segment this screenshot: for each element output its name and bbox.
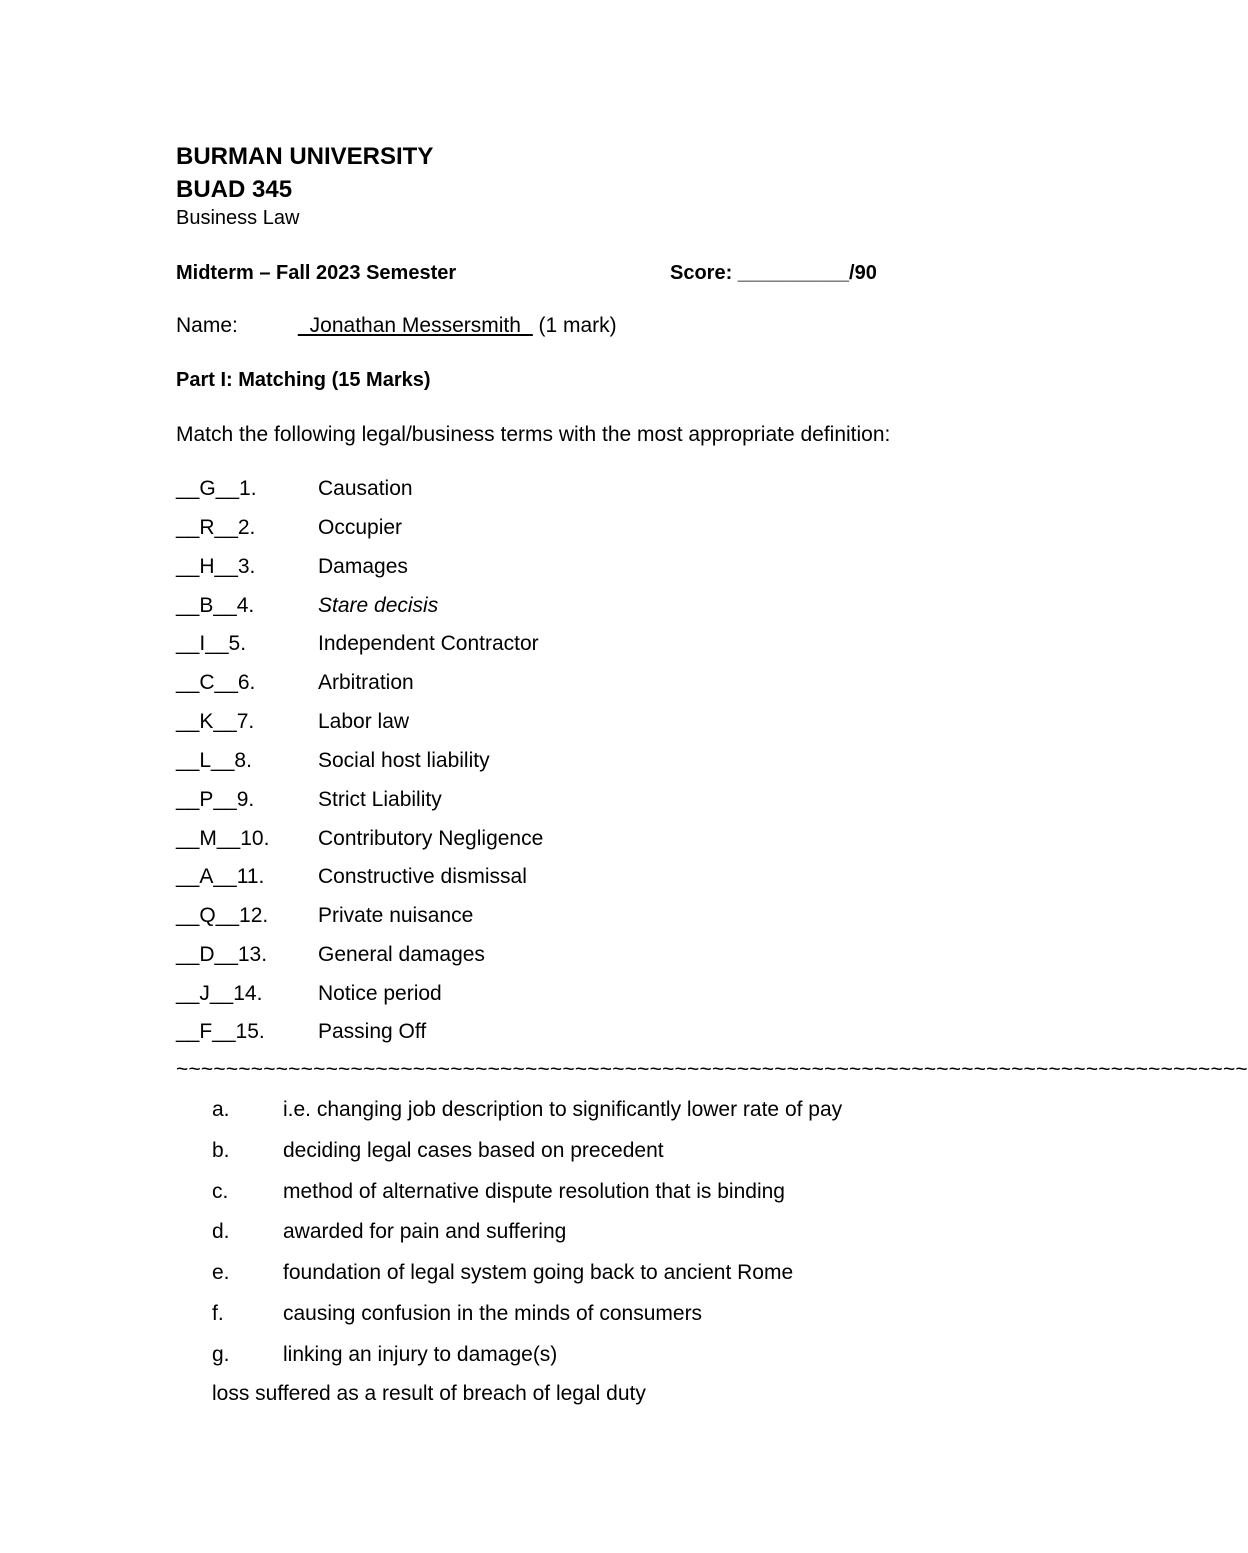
answer: __G__1. [176,477,257,500]
matching-item [0,555,1200,585]
university-name: BURMAN UNIVERSITY [176,143,434,170]
separator-line: ~~~~~~~~~~~~~~~~~~~~~~~~~~~~~~~~~~~~~~~~~~~~~~~~~~~~~~~~~~~~~~~~~~~~~~~~~~~~~~~~~~~~~~ [176,1058,1248,1081]
definition-text: awarded for pain and suffering [283,1220,567,1243]
term: Causation [318,477,413,500]
answer: __J__14. [176,982,263,1005]
course-name: Business Law [176,207,300,229]
term: Constructive dismissal [318,865,527,888]
name-label: Name: [176,314,238,337]
definition-text: deciding legal cases based on precedent [283,1139,664,1162]
term: Strict Liability [318,788,442,811]
term: Private nuisance [318,904,474,927]
definition-text: method of alternative dispute resolution that is binding [283,1180,785,1203]
definition-item [0,1261,1200,1291]
definition-letter: e. [212,1261,230,1284]
definition-item [0,1302,1200,1332]
name-field [298,314,617,338]
answer: __K__7. [176,710,255,733]
answer: __M__10. [176,827,270,850]
matching-item [0,1020,1200,1050]
answer: __F__15. [176,1020,265,1043]
matching-item [0,477,1200,507]
course-code: BUAD 345 [176,176,293,203]
part1-instructions: Match the following legal/business terms with the most appropriate definition: [176,423,891,446]
answer: __R__2. [176,516,256,539]
definition-letter: g. [212,1343,230,1366]
term: Occupier [318,516,403,539]
definition-text: causing confusion in the minds of consumers [283,1302,703,1325]
matching-item [0,671,1200,701]
matching-item [0,749,1200,779]
answer: __L__8. [176,749,252,772]
definition-item [0,1220,1200,1250]
answer: __P__9. [176,788,255,811]
name-marks: (1 mark) [532,314,617,337]
matching-item [0,827,1200,857]
answer: __A__11. [176,865,265,888]
trailing-definition: loss suffered as a result of breach of legal duty [212,1382,646,1405]
term: Passing Off [318,1020,427,1043]
matching-item [0,865,1200,895]
matching-item [0,904,1200,934]
definition-item [0,1343,1200,1373]
answer: __I__5. [176,632,247,655]
score-line: Score: __________/90 [670,262,877,284]
term: Labor law [318,710,410,733]
answer: __Q__12. [176,904,269,927]
term: Social host liability [318,749,490,772]
matching-item [0,516,1200,546]
matching-item [0,710,1200,740]
student-name: _Jonathan Messersmith_ [298,314,533,337]
matching-item [0,982,1200,1012]
matching-item [0,943,1200,973]
answer: __D__13. [176,943,268,966]
definition-text: linking an injury to damage(s) [283,1343,558,1366]
exam-title: Midterm – Fall 2023 Semester [176,262,457,284]
answer: __B__4. [176,594,255,617]
term: Independent Contractor [318,632,539,655]
term: Arbitration [318,671,414,694]
definition-letter: d. [212,1220,230,1243]
matching-item [0,788,1200,818]
definition-item [0,1180,1200,1210]
matching-item [0,594,1200,624]
definition-item [0,1098,1200,1128]
definition-letter: f. [212,1302,224,1325]
term: Stare decisis [318,594,439,617]
definition-text: i.e. changing job description to significantly lower rate of pay [283,1098,843,1121]
definition-text: foundation of legal system going back to ancient Rome [283,1261,794,1284]
definition-letter: c. [212,1180,229,1203]
answer: __H__3. [176,555,256,578]
definition-item [0,1139,1200,1169]
definition-letter: b. [212,1139,230,1162]
answer: __C__6. [176,671,256,694]
term: Notice period [318,982,442,1005]
definition-letter: a. [212,1098,230,1121]
term: Contributory Negligence [318,827,544,850]
matching-item [0,632,1200,662]
part1-heading: Part I: Matching (15 Marks) [176,369,431,391]
term: General damages [318,943,485,966]
term: Damages [318,555,408,578]
